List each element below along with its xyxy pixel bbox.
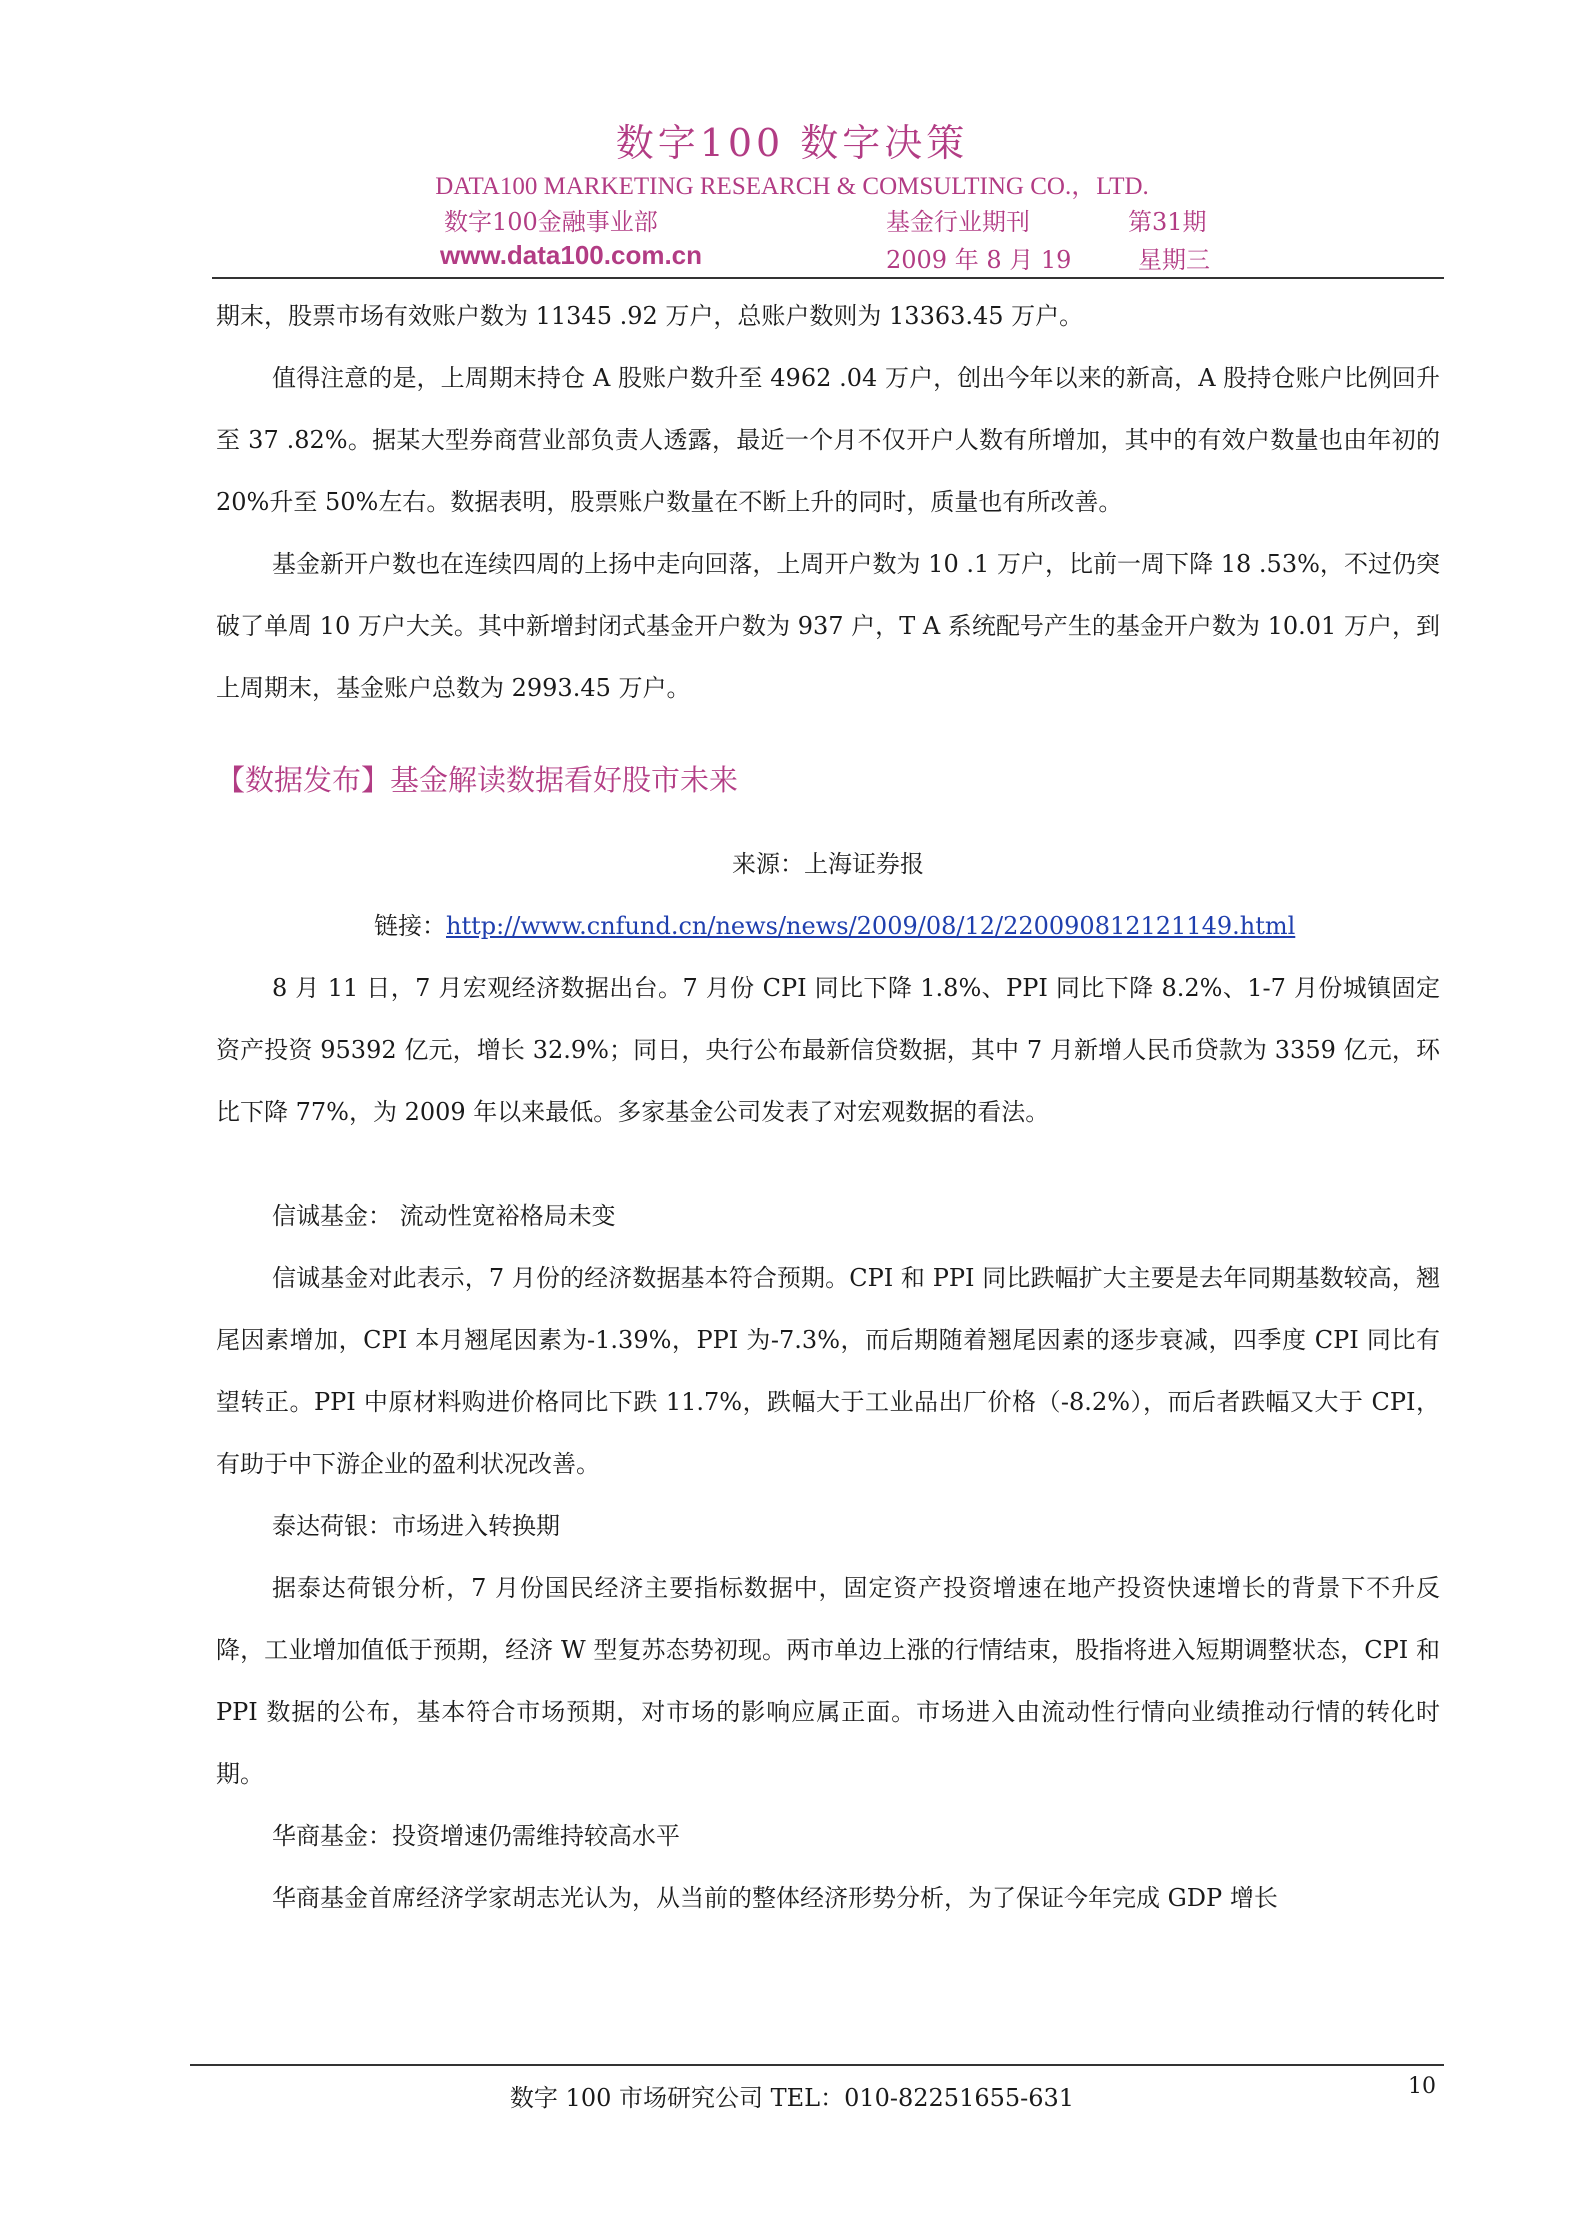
subheading: 华商基金：投资增速仍需维持较高水平: [272, 1822, 680, 1850]
paragraph: 8 月 11 日，7 月宏观经济数据出台。7 月份 CPI 同比下降 1.8%、PPI 同比下降 8.2%、1-7 月份城镇固定资产投资 95392 亿元，增长 32.9%；同日，央行公布最新信贷数据，其中 7 月新增人民币贷款为 3359 亿元，环比下降 77%，为 2009 年以来最低。多家基金公司发表了对宏观数据的看法。: [216, 974, 1440, 1126]
weekday-label: 星期三: [1138, 246, 1210, 274]
website-link[interactable]: www.data100.com.cn: [440, 240, 703, 270]
footer-divider: [190, 2064, 1444, 2066]
journal-label: 基金行业期刊: [886, 208, 1030, 236]
subheading: 信诚基金： 流动性宽裕格局未变: [272, 1202, 616, 1230]
section-heading: 【数据发布】基金解读数据看好股市未来: [216, 763, 739, 797]
paragraph: 期末，股票市场有效账户数为 11345 .92 万户，总账户数则为 13363.45 万户。: [216, 302, 1084, 330]
paragraph: 基金新开户数也在连续四周的上扬中走向回落，上周开户数为 10 .1 万户，比前一周下降 18 .53%，不过仍突破了单周 10 万户大关。其中新增封闭式基金开户数为 937 户，T A 系统配号产生的基金开户数为 10.01 万户，到上周期末，基金账户总数为 2993.45 万户。: [216, 550, 1440, 702]
page-number: 10: [1408, 2074, 1436, 2099]
paragraph: 华商基金首席经济学家胡志光认为，从当前的整体经济形势分析，为了保证今年完成 GDP 增长: [272, 1884, 1278, 1912]
paragraph: 据泰达荷银分析，7 月份国民经济主要指标数据中，固定资产投资增速在地产投资快速增长的背景下不升反降，工业增加值低于预期，经济 W 型复苏态势初现。两市单边上涨的行情结束，股指将进入短期调整状态，CPI 和 PPI 数据的公布，基本符合市场预期，对市场的影响应属正面。市场进入由流动性行情向业绩推动行情的转化时期。: [216, 1574, 1440, 1788]
issue-label: 第31期: [1128, 208, 1207, 236]
paragraph: 信诚基金对此表示，7 月份的经济数据基本符合预期。CPI 和 PPI 同比跌幅扩大主要是去年同期基数较高，翘尾因素增加，CPI 本月翘尾因素为-1.39%，PPI 为-7.3%，而后期随着翘尾因素的逐步衰减，四季度 CPI 同比有望转正。PPI 中原材料购进价格同比下跌 11.7%，跌幅大于工业品出厂价格（-8.2%），而后者跌幅又大于 CPI，有助于中下游企业的盈利状况改善。: [216, 1264, 1440, 1478]
document-body: [216, 285, 1440, 1929]
source-line: 来源：上海证券报: [732, 850, 924, 878]
company-name-en: DATA100 MARKETING RESEARCH & COMSULTING CO.，LTD.: [435, 173, 1149, 200]
header-divider: [212, 277, 1444, 279]
department-label: 数字100金融事业部: [444, 208, 658, 236]
paragraph: 值得注意的是，上周期末持仓 A 股账户数升至 4962 .04 万户，创出今年以来的新高，A 股持仓账户比例回升至 37 .82%。据某大型券商营业部负责人透露，最近一个月不仅开户人数有所增加，其中的有效户数量也由年初的 20%升至 50%左右。数据表明，股票账户数量在不断上升的同时，质量也有所改善。: [216, 364, 1440, 516]
date-label: 2009 年 8 月 19: [886, 246, 1072, 274]
spacer: [216, 1143, 1440, 1185]
article-link[interactable]: http://www.cnfund.cn/news/news/2009/08/12/220090812121149.html: [446, 912, 1296, 940]
subheading: 泰达荷银：市场进入转换期: [272, 1512, 560, 1540]
link-row: [216, 895, 1440, 957]
header-title: 数字100 数字决策: [615, 121, 969, 165]
footer-contact: 数字 100 市场研究公司 TEL：010-82251655-631: [509, 2084, 1075, 2112]
link-label: 链接：: [374, 912, 446, 940]
